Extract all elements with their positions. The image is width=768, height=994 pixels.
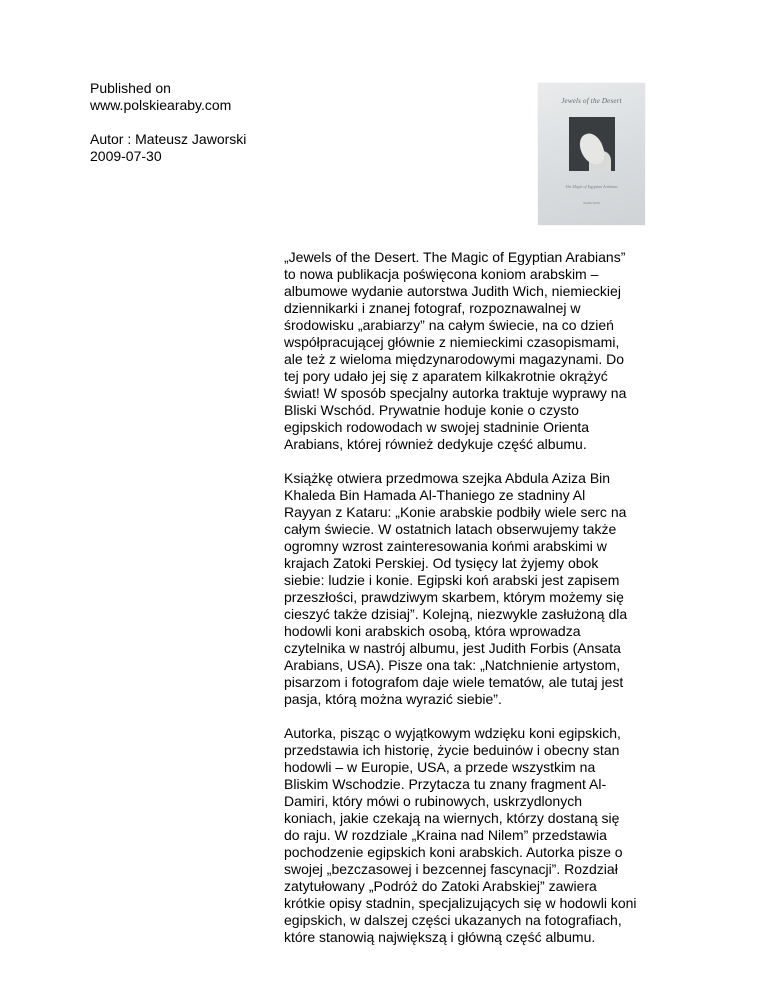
book-cover-image xyxy=(538,83,645,225)
article-paragraph: Książkę otwiera przedmowa szejka Abdula Aziza Bin Khaleda Bin Hamada Al-Thaniego ze stadniny Al Rayyan z Kataru: „Konie arabskie podbiły wiele serc na całym świecie. W ostatnich latach obserwujemy także ogromny wzrost zainteresowania końmi arabskimi w krajach Zatoki Perskiej. Od tysięcy lat żyjemy obok siebie: ludzie i konie. Egipski koń arabski jest zapisem przeszłości, prawdziwym skarbem, którym możemy się cieszyć także dzisiaj”. Kolejną, niezwykle zasłużoną dla hodowli koni arabskich osobą, która wprowadza czytelnika w nastrój albumu, jest Judith Forbis (Ansata Arabians, USA). Pisze ona tak: „Natchnienie artystom, pisarzom i fotografom daje wiele tematów, ale tutaj jest pasja, którą można wyrazić siebie”. xyxy=(284,470,628,707)
source-url: www.polskiearaby.com xyxy=(90,97,232,113)
source-info xyxy=(90,80,246,165)
cover-author: Judith Wich xyxy=(583,201,600,205)
article-paragraph: „Jewels of the Desert. The Magic of Egyptian Arabians” to nowa publikacja poświęcona koniom arabskim – albumowe wydanie autorstwa Judith Wich, niemieckiej dziennikarki i znanej fotograf, rozpoznawalnej w środowisku „arabiarzy” na całym świecie, na co dzień współpracującej głównie z niemieckimi czasopismami, ale też z wieloma międzynarodowymi magazynami. Do tej pory udało jej się z aparatem kilkakrotnie okrążyć świat! W sposób specjalny autorka traktuje wyprawy na Bliski Wschód. Prywatnie hoduje konie o czysto egipskich rodowodach w swojej stadninie Orienta Arabians, której również dedykuje część albumu. xyxy=(284,249,627,452)
article-paragraph: Autorka, pisząc o wyjątkowym wdzięku koni egipskich, przedstawia ich historię, życie beduinów i obecny stan hodowli – w Europie, USA, a przede wszystkim na Bliskim Wschodzie. Przytacza tu znany fragment Al- Damiri, który mówi o rubinowych, uskrzydlonych koniach, jakie czekają na wiernych, którzy dostaną się do raju. W rozdziale „Kraina nad Nilem” przedstawia pochodzenie egipskich koni arabskich. Autorka pisze o swojej „bezczasowej i bezcennej fascynacji”. Rozdział zatytułowany „Podróż do Zatoki Arabskiej” zawiera krótkie opisy stadnin, specjalizujących się w hodowli koni egipskich, w dalszej części ukazanych na fotografiach, które stanowią największą i główną część albumu. xyxy=(284,725,637,945)
cover-title: Jewels of the Desert xyxy=(561,97,622,105)
author-line: Autor : Mateusz Jaworski xyxy=(90,131,247,147)
spacer xyxy=(90,114,246,131)
horse-photo xyxy=(569,117,615,171)
article-body xyxy=(284,249,684,963)
publish-date: 2009-07-30 xyxy=(90,148,162,164)
cover-subtitle: The Magic of Egyptian Arabians xyxy=(565,184,618,189)
published-on-label: Published on xyxy=(90,80,171,96)
